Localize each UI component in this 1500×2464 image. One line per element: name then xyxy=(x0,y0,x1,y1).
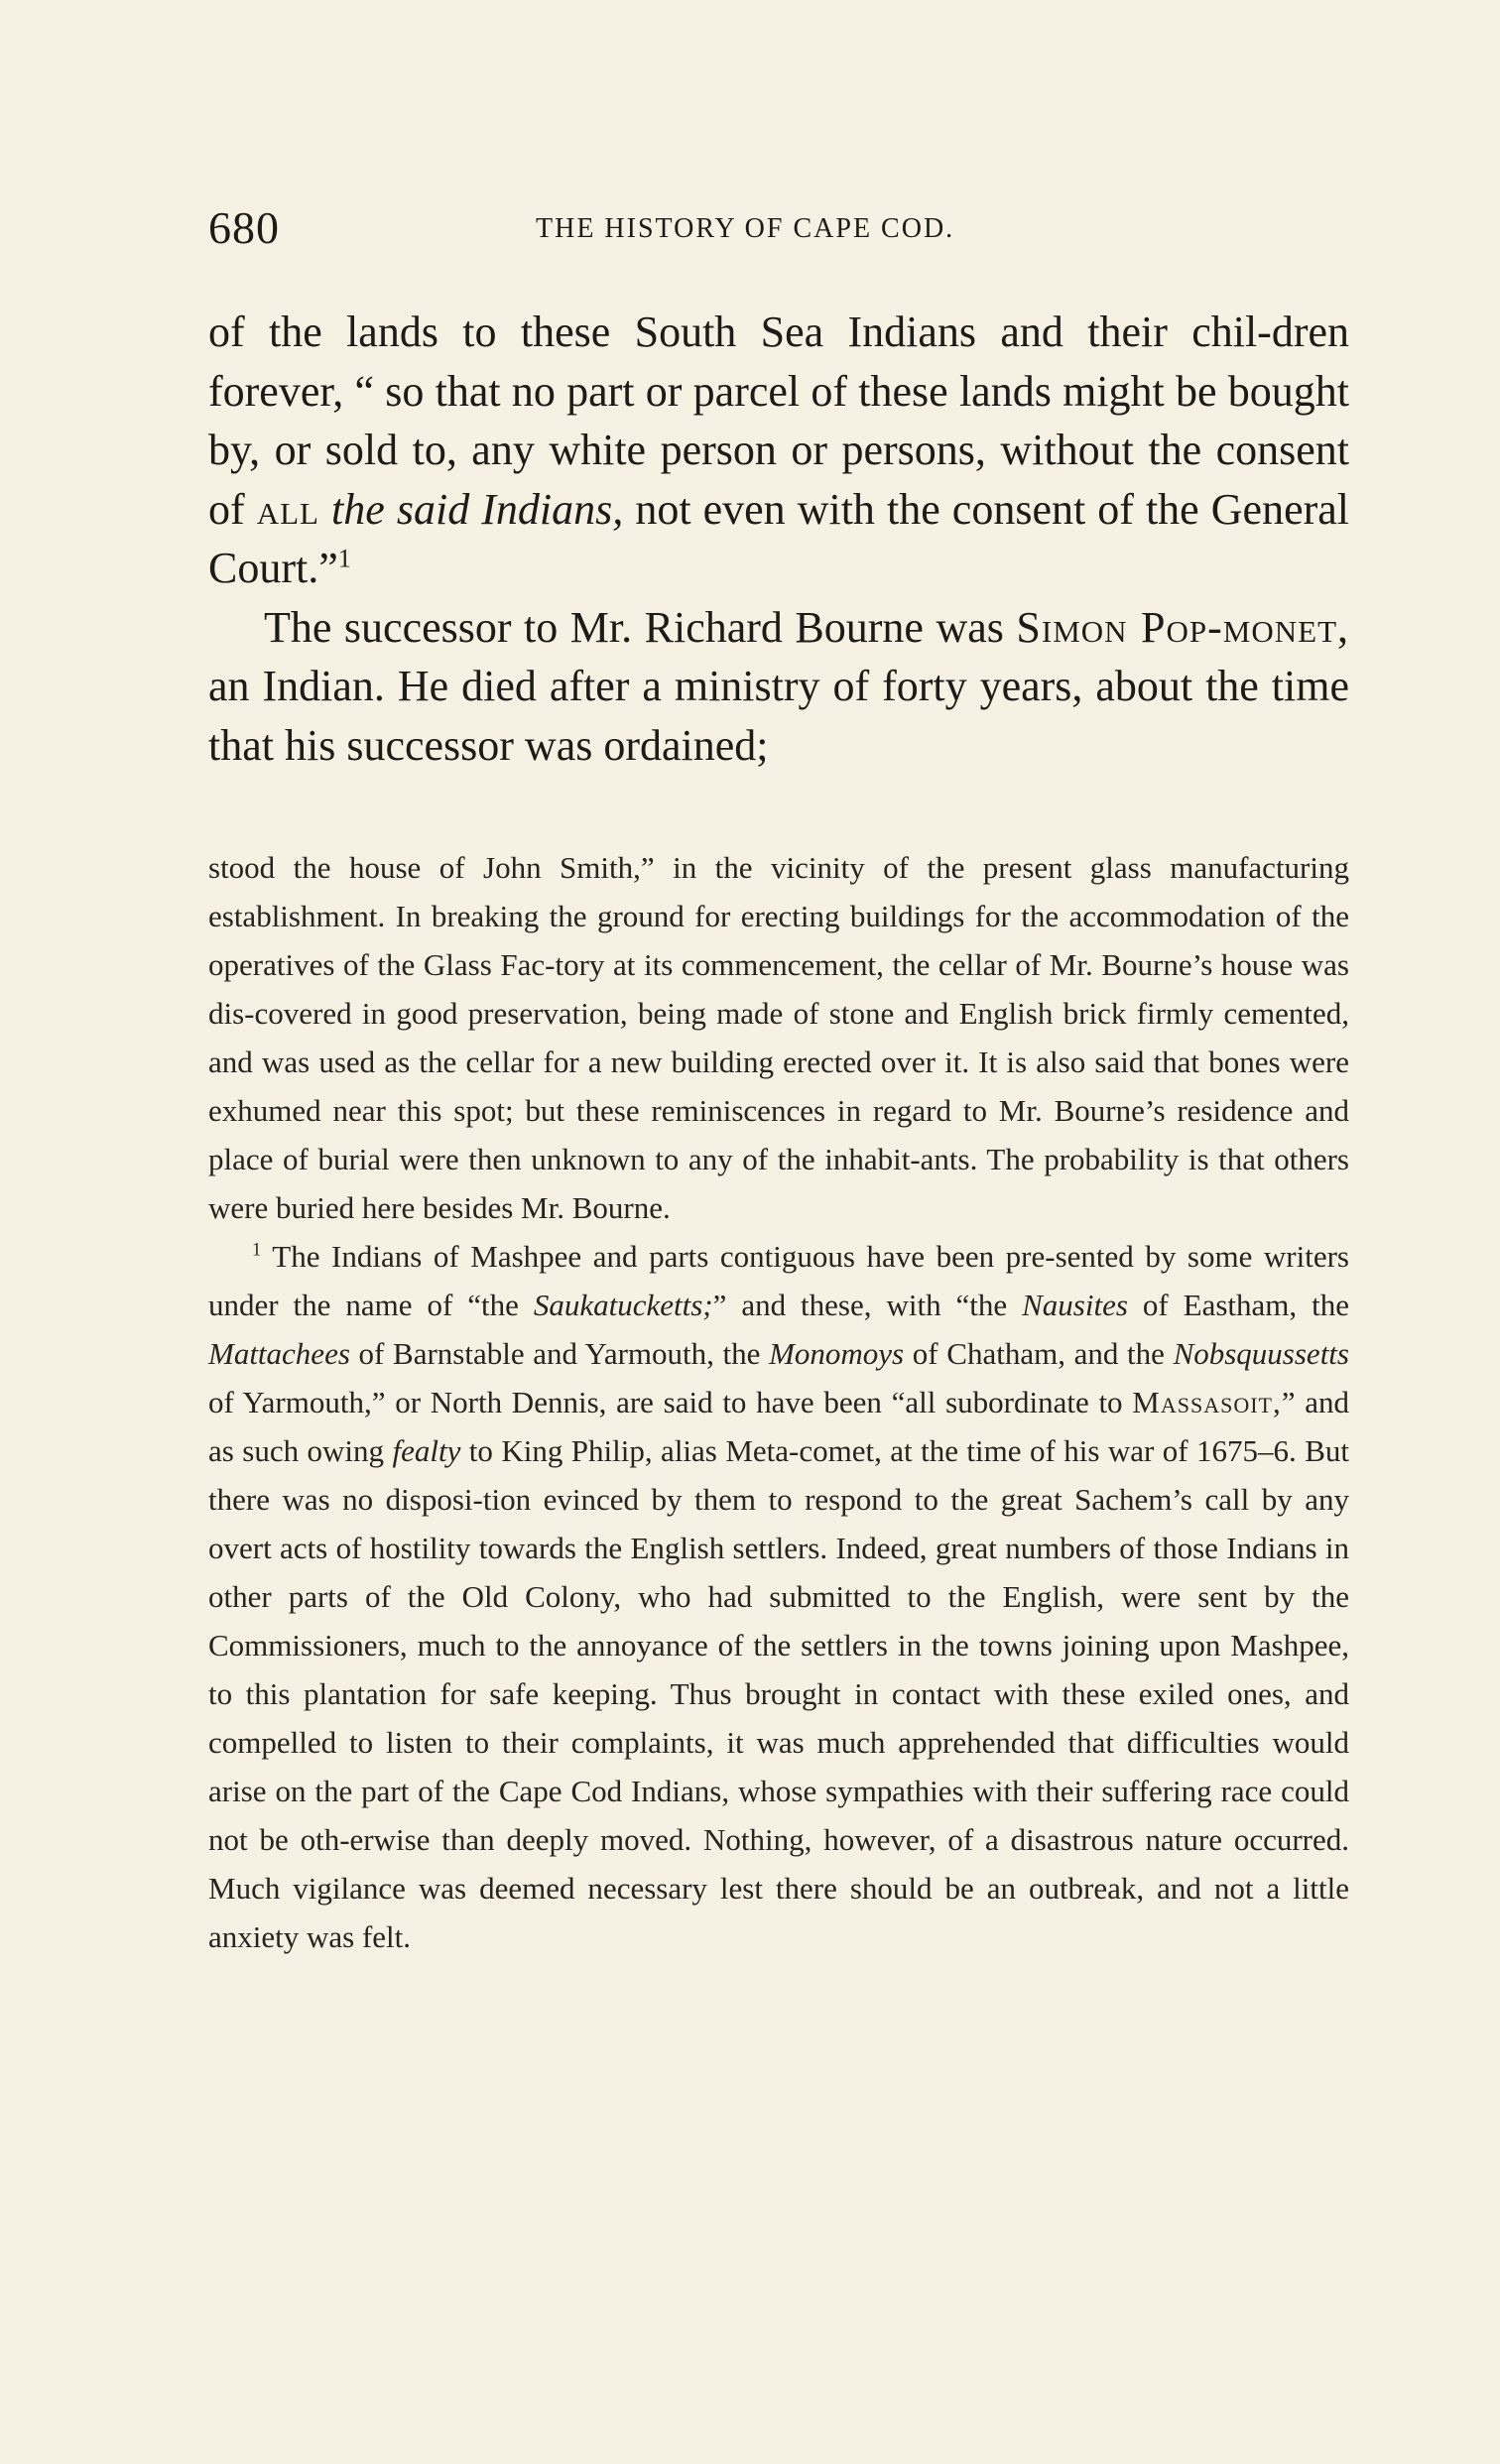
text-run: an Indian. He died after a ministry of forty years, about the time that his successor was ordained; xyxy=(208,662,1349,770)
text-run: of Chatham, and the xyxy=(904,1336,1174,1371)
paragraph xyxy=(208,598,1349,776)
italic-text: the said Indians, xyxy=(331,484,624,534)
italic-text: Saukatucketts; xyxy=(533,1288,713,1322)
text-run: not even with the consent of the General Court.” xyxy=(208,484,1350,592)
italic-text: Mattachees xyxy=(208,1336,350,1371)
small-caps-text: Massasoit, xyxy=(1132,1385,1282,1419)
text-run: of Yarmouth,” or North Dennis, are said to have been “all subordinate to xyxy=(208,1385,1133,1419)
footnotes xyxy=(208,843,1349,1961)
text-run: The Indians of Mashpee and parts contiguous have been pre-sented by some writers under the name of “the xyxy=(208,1239,1349,1322)
text-run: ” and as such owing xyxy=(208,1385,1349,1468)
footnote-continuation: stood the house of John Smith,” in the vicinity of the present glass manufacturing establishment. In breaking the ground for erecting buildings for the accommodation of the operatives of the Glass Fac-tory at its commencement, the cellar of Mr. Bourne’s house was dis-covered in good preservation, being made of stone and English brick firmly cemented, and was used as the cellar for a new building erected over it. It is also said that bones were exhumed near this spot; but these reminiscences in regard to Mr. Bourne’s residence and place of burial were then unknown to any of the inhabit-ants. The probability is that others were buried here besides Mr. Bourne. xyxy=(208,850,1349,1225)
footnote-number: 1 xyxy=(252,1239,262,1261)
text-run: of Barnstable and Yarmouth, the xyxy=(349,1336,770,1371)
text-run: ” and these, with “the xyxy=(712,1288,1023,1322)
page-number: 680 xyxy=(208,202,280,253)
italic-text: Monomoys xyxy=(769,1336,905,1371)
text-run: to King Philip, alias Meta-comet, at the time of his war of 1675–6. But there was no disposi-tion evinced by them to respond to the great Sachem’s call by any overt acts of hostility towards the English settlers. Indeed, great numbers of those Indians in other parts of the Old Colony, who had submitted to the English, were sent by the Commissioners, much to the annoyance of the settlers in the towns joining upon Mashpee, to this plantation for safe keeping. Thus brought in contact with these exiled ones, and compelled to listen to their complaints, it was much apprehended that difficulties would arise on the part of the Cape Cod Indians, whose sympathies with their suffering race could not be oth-erwise than deeply moved. Nothing, however, of a disastrous nature occurred. Much vigilance was deemed necessary lest there should be an outbreak, and not a little anxiety was felt. xyxy=(208,1433,1349,1954)
main-text xyxy=(208,303,1349,775)
italic-text: Nobsquussetts xyxy=(1173,1336,1349,1371)
italic-text: Nausites xyxy=(1022,1288,1128,1322)
footnote-1 xyxy=(208,1232,1349,1961)
italic-text: fealty xyxy=(392,1433,461,1468)
running-head: THE HISTORY OF CAPE COD. xyxy=(536,213,955,244)
text-run: of Eastham, the xyxy=(1127,1288,1349,1322)
paragraph xyxy=(208,303,1349,598)
text-run: of the lands to these South Sea Indians and their chil-dren forever, “ so that no part or parcel of these lands might be bought by, or sold to, any white person or persons, without the consent of xyxy=(208,308,1349,534)
text-run: The successor to Mr. Richard Bourne was xyxy=(264,602,1017,652)
footnote-marker: 1 xyxy=(337,543,351,573)
small-caps-text: Simon Pop-monet, xyxy=(1016,602,1350,652)
page-header xyxy=(208,198,1349,258)
small-caps-text: all xyxy=(256,484,319,534)
